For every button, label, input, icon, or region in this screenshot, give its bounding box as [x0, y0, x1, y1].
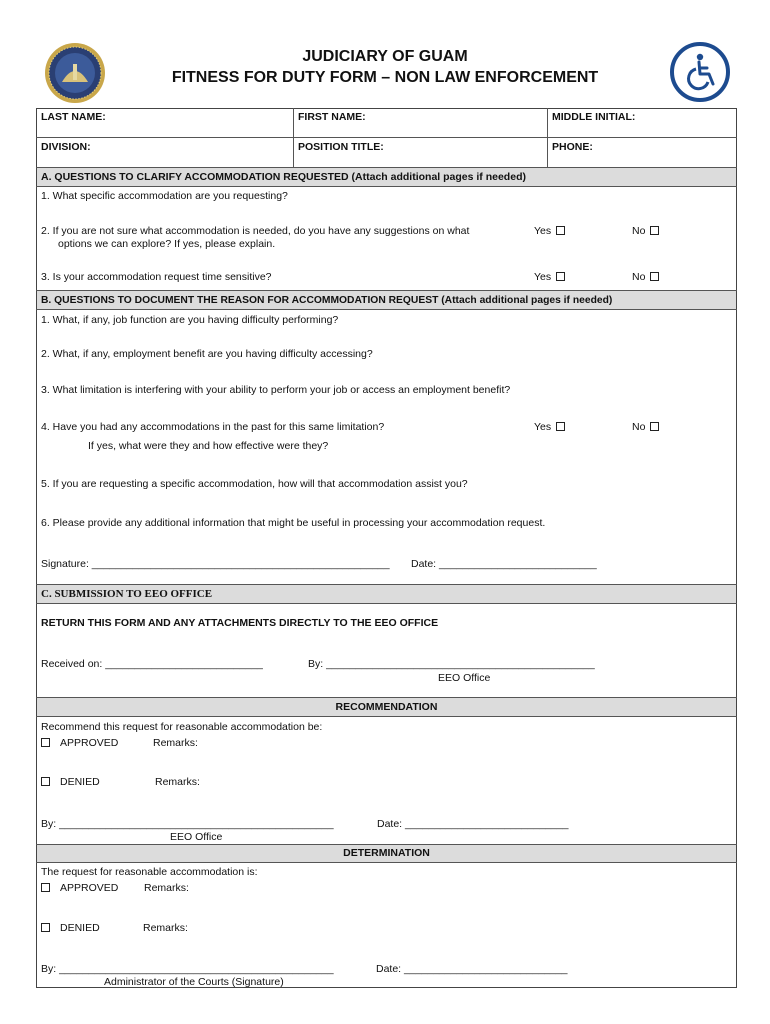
- checkbox[interactable]: [41, 923, 50, 932]
- section-b-heading: B. QUESTIONS TO DOCUMENT THE REASON FOR ACCOMMODATION REQUEST (Attach additional pages if needed): [41, 295, 613, 306]
- section-a-q2-yes[interactable]: Yes: [534, 225, 565, 238]
- determination-by-line[interactable]: By: _______________________________________________: [41, 963, 334, 975]
- checkbox[interactable]: [556, 272, 565, 281]
- determination-approved[interactable]: APPROVED: [41, 882, 118, 895]
- signature-line[interactable]: Signature: ___________________________________________________: [41, 558, 390, 570]
- position-title-field[interactable]: POSITION TITLE:: [298, 141, 384, 153]
- recommendation-signer: EEO Office: [170, 831, 223, 843]
- received-by-label: EEO Office: [438, 672, 491, 684]
- recommendation-approved[interactable]: APPROVED: [41, 737, 118, 750]
- recommendation-denied-remarks: Remarks:: [155, 776, 200, 788]
- section-b-q6: 6. Please provide any additional information that might be useful in processing your accommodation request.: [41, 517, 546, 529]
- signature-date-line[interactable]: Date: ___________________________: [411, 558, 597, 570]
- received-by-line[interactable]: By: ______________________________________________: [308, 658, 595, 670]
- recommendation-heading: RECOMMENDATION: [335, 701, 438, 713]
- section-b-q4: 4. Have you had any accommodations in the past for this same limitation?: [41, 421, 385, 433]
- section-a-q2-no[interactable]: No: [632, 225, 659, 238]
- section-a-q3: 3. Is your accommodation request time sensitive?: [41, 271, 272, 283]
- determination-denied[interactable]: DENIED: [41, 922, 100, 935]
- section-b-q4-cont: If yes, what were they and how effective were they?: [88, 440, 329, 452]
- section-c-heading: C. SUBMISSION TO EEO OFFICE: [41, 588, 213, 600]
- determination-denied-remarks: Remarks:: [143, 922, 188, 934]
- checkbox[interactable]: [556, 226, 565, 235]
- section-b-q4-no[interactable]: No: [632, 421, 659, 434]
- form-title-line1: JUDICIARY OF GUAM: [302, 48, 468, 65]
- section-b-q2: 2. What, if any, employment benefit are you having difficulty accessing?: [41, 348, 373, 360]
- recommendation-intro: Recommend this request for reasonable accommodation be:: [41, 721, 323, 733]
- section-a-q2: 2. If you are not sure what accommodation is needed, do you have any suggestions on what: [41, 225, 470, 237]
- checkbox[interactable]: [650, 272, 659, 281]
- section-a-q1: 1. What specific accommodation are you requesting?: [41, 190, 288, 202]
- checkbox[interactable]: [650, 422, 659, 431]
- middle-initial-field[interactable]: MIDDLE INITIAL:: [552, 111, 636, 123]
- recommendation-approved-remarks: Remarks:: [153, 737, 198, 749]
- determination-date-line[interactable]: Date: ____________________________: [376, 963, 568, 975]
- division-field[interactable]: DIVISION:: [41, 141, 91, 153]
- last-name-field[interactable]: LAST NAME:: [41, 111, 106, 123]
- checkbox[interactable]: [556, 422, 565, 431]
- recommendation-date-line[interactable]: Date: ____________________________: [377, 818, 569, 830]
- section-b-q1: 1. What, if any, job function are you having difficulty performing?: [41, 314, 339, 326]
- phone-field[interactable]: PHONE:: [552, 141, 593, 153]
- section-a-q2-cont: options we can explore? If yes, please explain.: [58, 238, 276, 250]
- recommendation-denied[interactable]: DENIED: [41, 776, 100, 789]
- determination-approved-remarks: Remarks:: [144, 882, 189, 894]
- first-name-field[interactable]: FIRST NAME:: [298, 111, 366, 123]
- section-b-q5: 5. If you are requesting a specific accommodation, how will that accommodation assist you?: [41, 478, 468, 490]
- section-c-instruction: RETURN THIS FORM AND ANY ATTACHMENTS DIRECTLY TO THE EEO OFFICE: [41, 617, 439, 629]
- checkbox[interactable]: [41, 738, 50, 747]
- form-title-line2: FITNESS FOR DUTY FORM – NON LAW ENFORCEMENT: [171, 69, 599, 86]
- determination-intro: The request for reasonable accommodation is:: [41, 866, 258, 878]
- determination-signer: Administrator of the Courts (Signature): [104, 976, 284, 988]
- section-a-q3-yes[interactable]: Yes: [534, 271, 565, 284]
- recommendation-by-line[interactable]: By: _______________________________________________: [41, 818, 334, 830]
- checkbox[interactable]: [41, 883, 50, 892]
- determination-heading: DETERMINATION: [343, 847, 430, 859]
- received-on-line[interactable]: Received on: ___________________________: [41, 658, 263, 670]
- section-b-q4-yes[interactable]: Yes: [534, 421, 565, 434]
- section-b-q3: 3. What limitation is interfering with your ability to perform your job or access an employment benefit?: [41, 384, 511, 396]
- checkbox[interactable]: [650, 226, 659, 235]
- section-a-q3-no[interactable]: No: [632, 271, 659, 284]
- section-a-heading: A. QUESTIONS TO CLARIFY ACCOMMODATION REQUESTED (Attach additional pages if needed): [41, 171, 526, 183]
- checkbox[interactable]: [41, 777, 50, 786]
